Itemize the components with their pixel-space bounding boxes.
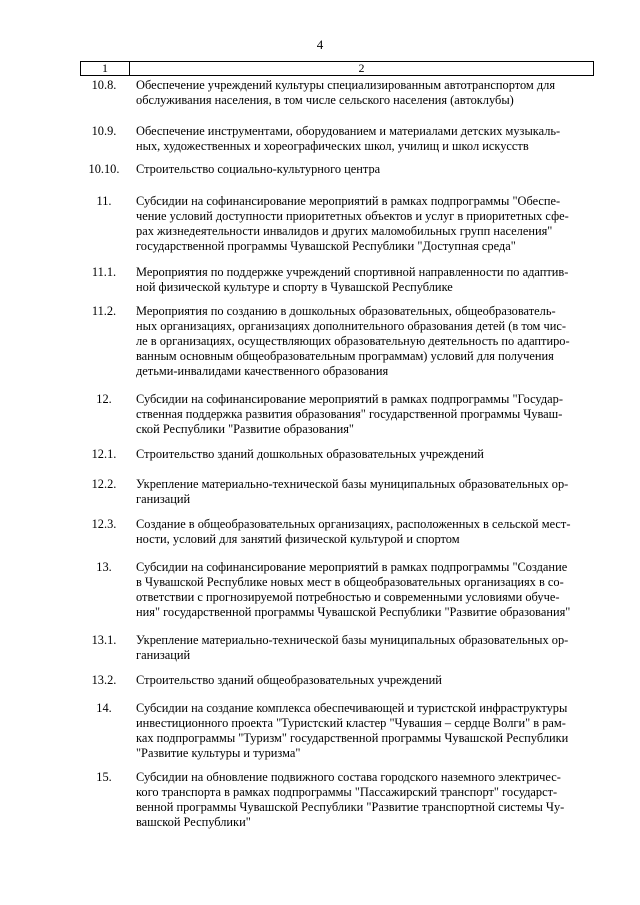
row-number: 12.2. xyxy=(91,477,117,491)
text-line: Субсидии на обновление подвижного состава городского наземного электричес- xyxy=(136,770,561,784)
row-number: 14. xyxy=(96,701,112,715)
text-line: Мероприятия по созданию в дошкольных образовательных, общеобразователь- xyxy=(136,304,556,318)
text-line: рах жизнедеятельности инвалидов и других маломобильных групп населения" xyxy=(136,224,553,239)
text-line: чение условий доступности приоритетных объектов и услуг в приоритетных сфе- xyxy=(136,209,569,224)
row-number: 13.1. xyxy=(91,633,117,647)
row-number: 10.9. xyxy=(91,124,117,138)
row-number: 15. xyxy=(96,770,112,784)
text-line: ственная поддержка развития образования" государственной программы Чуваш- xyxy=(136,407,563,422)
table-header-col2: 2 xyxy=(358,61,365,75)
text-line: ганизаций xyxy=(136,648,191,663)
text-line: венной программы Чувашской Республики "Развитие транспортной системы Чу- xyxy=(136,800,565,815)
text-line: "Развитие культуры и туризма" xyxy=(136,746,301,761)
text-line: ния" государственной программы Чувашской Республики "Развитие образования" xyxy=(136,605,571,620)
text-line: ответствии с прогнозируемой потребностью и современными условиями обуче- xyxy=(136,590,560,605)
row-text xyxy=(136,265,594,295)
text-line: детьми-инвалидами качественного образования xyxy=(136,364,389,379)
text-line: государственной программы Чувашской Республики "Доступная среда" xyxy=(136,239,516,254)
text-line: Субсидии на создание комплекса обеспечивающей и туристской инфраструктуры xyxy=(136,701,568,715)
text-line: Укрепление материально-технической базы муниципальных образовательных ор- xyxy=(136,477,569,491)
text-line: Строительство социально-культурного центра xyxy=(136,162,381,176)
text-line: Мероприятия по поддержке учреждений спортивной направленности по адаптив- xyxy=(136,265,569,279)
text-line: ности, условий для занятий физической культурой и спортом xyxy=(136,532,460,547)
text-line: Создание в общеобразовательных организациях, расположенных в сельской мест- xyxy=(136,517,571,531)
row-number: 13. xyxy=(96,560,112,574)
row-text xyxy=(136,517,594,547)
text-line: кого транспорта в рамках подпрограммы "Пассажирский транспорт" государст- xyxy=(136,785,558,800)
row-text xyxy=(136,560,594,620)
text-line: ках подпрограммы "Туризм" государственной программы Чувашской Республики xyxy=(136,731,569,746)
text-line: ганизаций xyxy=(136,492,191,507)
text-line: Строительство зданий общеобразовательных учреждений xyxy=(136,673,442,687)
text-line: Укрепление материально-технической базы муниципальных образовательных ор- xyxy=(136,633,569,647)
text-line: ской Республики "Развитие образования" xyxy=(136,422,354,437)
row-text xyxy=(136,477,594,507)
row-number: 12.3. xyxy=(91,517,117,531)
text-line: ванным основным общеобразовательным программам) условий для получения xyxy=(136,349,554,364)
text-line: Субсидии на софинансирование мероприятий в рамках подпрограммы "Государ- xyxy=(136,392,563,406)
text-line: ной физической культуре и спорту в Чувашской Республике xyxy=(136,280,453,295)
text-line: Обеспечение учреждений культуры специализированным автотранспортом для xyxy=(136,78,556,92)
text-line: Строительство зданий дошкольных образовательных учреждений xyxy=(136,447,484,461)
text-line: обслуживания населения, в том числе сельского населения (автоклубы) xyxy=(136,93,514,108)
table-header xyxy=(80,61,594,76)
row-text xyxy=(136,194,594,254)
row-number: 10.8. xyxy=(91,78,117,92)
text-line: в Чувашской Республике новых мест в общеобразовательных организациях в со- xyxy=(136,575,564,590)
row-text xyxy=(136,633,594,663)
row-text xyxy=(136,78,594,108)
row-number: 11. xyxy=(96,194,112,208)
row-number: 11.2. xyxy=(91,304,117,318)
text-line: Субсидии на софинансирование мероприятий в рамках подпрограммы "Обеспе- xyxy=(136,194,561,208)
text-line: ле в организациях, осуществляющих образовательную деятельность по адаптиро- xyxy=(136,334,570,349)
text-line: вашской Республики" xyxy=(136,815,251,830)
row-number: 12.1. xyxy=(91,447,117,461)
row-text xyxy=(136,673,594,688)
row-text xyxy=(136,124,594,154)
text-line: ных организациях, организациях дополнительного образования детей (в том чис- xyxy=(136,319,566,334)
row-text xyxy=(136,701,594,761)
text-line: ных, художественных и хореографических школ, училищ и школ искусств xyxy=(136,139,529,154)
text-line: Обеспечение инструментами, оборудованием и материалами детских музыкаль- xyxy=(136,124,561,138)
row-number: 11.1. xyxy=(91,265,117,279)
text-line: Субсидии на софинансирование мероприятий в рамках подпрограммы "Создание xyxy=(136,560,568,574)
row-text xyxy=(136,304,594,379)
row-number: 12. xyxy=(96,392,112,406)
text-line: инвестиционного проекта "Туристский кластер "Чувашия – сердце Волги" в рам- xyxy=(136,716,566,731)
row-text xyxy=(136,447,594,462)
row-text xyxy=(136,392,594,437)
row-number: 10.10. xyxy=(88,162,120,176)
row-number: 13.2. xyxy=(91,673,117,687)
row-text xyxy=(136,162,594,177)
page-number: 4 xyxy=(316,37,324,52)
table-header-col1: 1 xyxy=(81,62,130,75)
row-text xyxy=(136,770,594,830)
